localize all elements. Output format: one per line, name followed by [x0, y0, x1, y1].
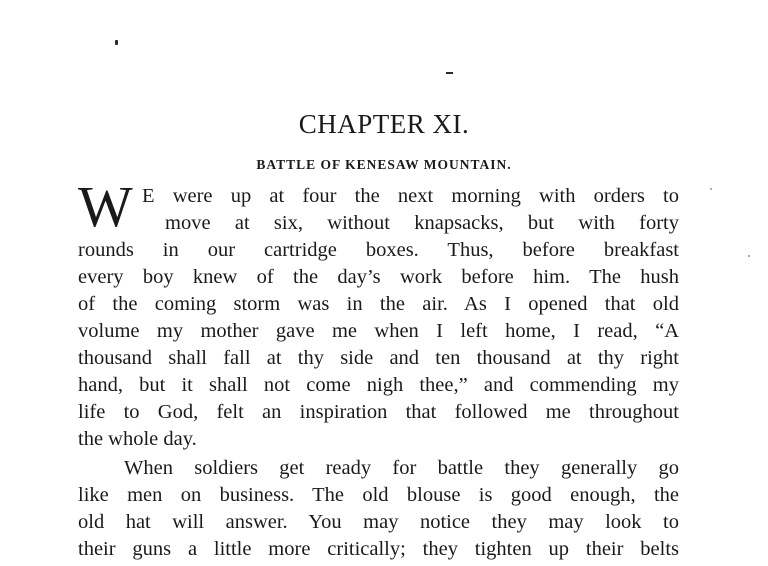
ink-speck	[710, 188, 712, 190]
ink-speck	[446, 72, 453, 74]
text-line: hand, but it shall not come nigh thee,” and commending my	[78, 374, 679, 396]
text-line: the whole day.	[78, 428, 197, 450]
drop-cap: W	[78, 174, 131, 239]
text-line: E were up at four the next morning with orders to	[142, 185, 679, 207]
chapter-title: CHAPTER XI.	[298, 109, 470, 139]
ink-speck	[115, 40, 118, 45]
text-line: move at six, without knapsacks, but with forty	[165, 212, 679, 234]
text-line: of the coming storm was in the air. As I opened that old	[78, 293, 679, 315]
text-line: thousand shall fall at thy side and ten thousand at thy right	[78, 347, 679, 369]
text-line: volume my mother gave me when I left home, I read, “A	[78, 320, 679, 342]
chapter-subtitle: BATTLE OF KENESAW MOUNTAIN.	[256, 157, 512, 172]
text-line: old hat will answer. You may notice they may look to	[78, 511, 679, 533]
text-line: life to God, felt an inspiration that followed me throughout	[78, 401, 679, 423]
text-line: When soldiers get ready for battle they generally go	[124, 457, 679, 479]
text-line: rounds in our cartridge boxes. Thus, before breakfast	[78, 239, 679, 261]
text-line: every boy knew of the day’s work before him. The hush	[78, 266, 679, 288]
text-line: like men on business. The old blouse is good enough, the	[78, 484, 679, 506]
text-line: their guns a little more critically; they tighten up their belts	[78, 538, 679, 560]
ink-speck	[748, 255, 750, 257]
